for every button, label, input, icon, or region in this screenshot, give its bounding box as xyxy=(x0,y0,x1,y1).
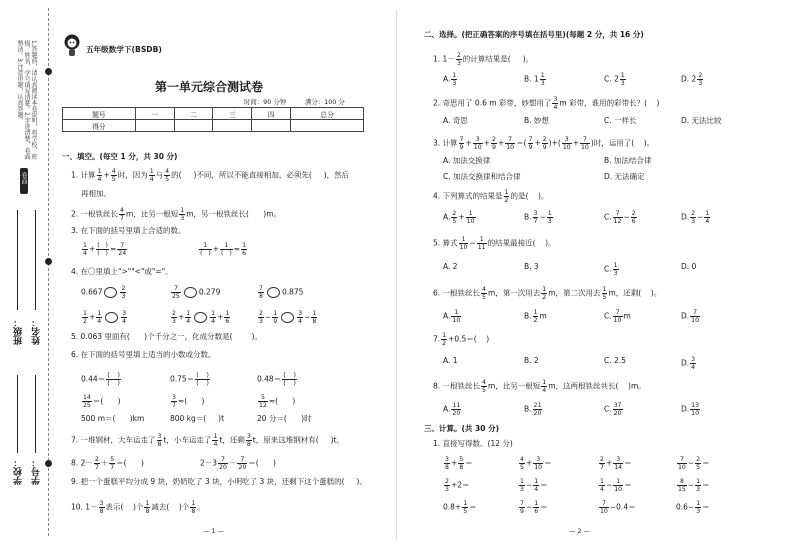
question-4-b: $\frac{7}{25}$ 0.279 xyxy=(172,285,221,300)
option[interactable]: B. $\frac{1}{2}$ m xyxy=(524,309,547,324)
binding-hole xyxy=(45,258,52,265)
calc-item: $\frac{4}{5}$ + $\frac{3}{10}$ ＝ xyxy=(520,456,552,471)
question-5: 5. 0.063 里面有( )个千分之一，化成分数是( )。 xyxy=(71,332,263,341)
school-field[interactable] xyxy=(17,375,18,453)
compare-circle xyxy=(281,312,294,323)
option[interactable]: C. 加法交换律和结合律 xyxy=(443,172,521,181)
question-6-b: 0.75＝ ( ) ( ) xyxy=(170,372,209,387)
option[interactable]: A. $\frac{2}{5}$ + $\frac{1}{10}$ xyxy=(443,210,475,225)
calc-item: $\frac{7}{10}$ −0.4＝ xyxy=(600,500,636,515)
student-no-field[interactable] xyxy=(35,375,36,453)
question-9: 9. 把一个蛋糕平均分成 9 块，奶奶吃了 3 块，小明吃了 3 块，还剩下这个蛋糕的( )。 xyxy=(71,477,367,486)
cut-line xyxy=(48,8,49,536)
option[interactable]: A. 2 xyxy=(443,262,458,271)
question-4-a: 0.667 $\frac{2}{3}$ xyxy=(81,285,126,300)
compare-circle xyxy=(184,287,197,298)
calc-item: $\frac{2}{7}$ + $\frac{3}{14}$ ＝ xyxy=(600,456,632,471)
calc-item: $\frac{7}{9}$ − $\frac{1}{6}$ ＝ xyxy=(520,500,548,515)
score-cell: 三 xyxy=(213,108,252,120)
question-1: 1. 计算 $\frac{1}{4}$ + $\frac{4}{5}$ 时，因为 $\frac{1}{4}$ 与 $\frac{4}{5}$ 的( )不同，所以不能直接相加，必须先( )，然后 xyxy=(71,168,350,183)
question-6-f: $\frac{5}{12}$ ≈( ) xyxy=(259,394,296,409)
calc-item: $\frac{7}{10}$ − $\frac{2}{5}$ ＝ xyxy=(678,456,710,471)
question-1-cont: 再相加。 xyxy=(81,189,111,198)
page-title: 第一单元综合测试卷 xyxy=(155,80,264,94)
section-1-heading: 一、填空。(每空 1 分，共 30 分) xyxy=(62,152,178,161)
question-7: 7. 一堆钢材，大车运走了 $\frac{3}{8}$ t，小车运走了 $\frac{1}{4}$ t，还剩 $\frac{3}{8}$ t，原来这堆钢材有( )t。 xyxy=(71,433,344,448)
option[interactable]: A. $\frac{11}{20}$ xyxy=(443,402,461,417)
option[interactable]: D. $\frac{7}{10}$ xyxy=(681,309,700,324)
score-cell: 得分 xyxy=(63,120,136,132)
question-4: 4. 在〇里填上">""<"或"="。 xyxy=(71,267,173,276)
p2-question-3: 3. 计算 $\frac{7}{9}$ + $\frac{3}{10}$ + $\frac{2}{9}$ + $\frac{7}{10}$ ＝( $\frac{7}{9}$ + $\frac{2}{9}$ )+( $\frac{3}{10}$ + $\frac{7}{10}$ )时，运用了( )。 xyxy=(433,136,655,151)
compare-circle xyxy=(104,287,117,298)
question-6-g: 500 m＝( )km xyxy=(81,414,145,423)
score-cell: 二 xyxy=(174,108,213,120)
calc-1-heading: 1. 直接写得数。(12 分) xyxy=(433,439,513,448)
p2-question-2: 2. 奇思用了 0.6 m 彩带，妙想用了 $\frac{3}{4}$ m 彩带，谁用的彩带长？( ) xyxy=(433,96,660,111)
question-4-c: $\frac{7}{8}$ 0.875 xyxy=(259,285,304,300)
option[interactable]: B. 加法结合律 xyxy=(604,156,652,165)
calc-item: $\frac{3}{8}$ + $\frac{5}{8}$ ＝ xyxy=(445,456,473,471)
p2-question-6: 6. 一根铁丝长 $\frac{4}{5}$ m，第一次用去 $\frac{1}{2}$ m，第二次用去 $\frac{1}{5}$ m，还剩( )。 xyxy=(433,286,662,301)
option[interactable]: D. 2 $\frac{2}{3}$ xyxy=(681,72,703,87)
section-3-heading: 三、计算。(共 30 分) xyxy=(424,424,500,433)
name-field[interactable] xyxy=(35,210,36,310)
option[interactable]: D. 0 xyxy=(681,262,697,271)
question-4-f: $\frac{2}{3}$ − $\frac{1}{9}$ $\frac{3}{4}$ − $\frac{1}{8}$ xyxy=(259,310,317,325)
option[interactable]: C. 一样长 xyxy=(604,116,637,125)
question-2: 2. 一根铁丝长 $\frac{4}{7}$ m，比另一根短 $\frac{1}{3}$ m，另一根铁丝长( )m。 xyxy=(71,207,282,222)
option[interactable]: A. 加法交换律 xyxy=(443,156,491,165)
option[interactable]: C. $\frac{7}{10}$ m xyxy=(604,309,631,324)
compare-circle xyxy=(105,312,118,323)
score-input[interactable] xyxy=(252,120,291,132)
question-4-e: $\frac{2}{3}$ + $\frac{1}{4}$ $\frac{1}{4}$ + $\frac{1}{6}$ xyxy=(172,310,230,325)
score-cell: 一 xyxy=(135,108,174,120)
name-label: 姓名： xyxy=(32,318,42,345)
question-8-a: 8. 2－ $\frac{2}{7}$ ＋ $\frac{5}{7}$ ＝( ) xyxy=(71,456,144,471)
option[interactable]: D. $\frac{13}{10}$ xyxy=(681,402,700,417)
option[interactable]: D. 无法确定 xyxy=(604,172,645,181)
page-divider xyxy=(396,10,397,540)
p2-question-8: 8. 一根铁丝长 $\frac{4}{5}$ m，比另一根短 $\frac{1}{4}$ m，这两根铁丝共长( )m。 xyxy=(433,379,646,394)
binding-hole xyxy=(45,460,52,467)
score-input[interactable] xyxy=(291,120,364,132)
binding-badge: 卷面 xyxy=(20,168,28,194)
option[interactable]: B. 3 xyxy=(524,262,539,271)
page-number-1: — 1 — xyxy=(203,527,224,535)
question-6-h: 800 kg＝( )t xyxy=(170,414,225,423)
score-input[interactable] xyxy=(174,120,213,132)
option[interactable]: B. 2 xyxy=(524,356,539,365)
calc-item: $\frac{8}{15}$ − $\frac{1}{3}$ ＝ xyxy=(678,478,710,493)
option[interactable]: C. $\frac{37}{20}$ xyxy=(604,402,622,417)
score-value-row xyxy=(63,120,364,132)
series-label: 五年级数学下(BSDB) xyxy=(86,45,162,54)
question-6-d: $\frac{14}{25}$ ＝( ) xyxy=(83,394,121,409)
question-8-b: 2－3 $\frac{7}{20}$ － $\frac{7}{20}$ ＝( ) xyxy=(200,456,276,471)
option[interactable]: C. 2.5 xyxy=(604,356,626,365)
score-input[interactable] xyxy=(213,120,252,132)
calc-item: 0.8+ $\frac{1}{5}$ ＝ xyxy=(443,500,477,515)
binding-hole xyxy=(45,68,52,75)
score-cell: 四 xyxy=(252,108,291,120)
question-3-eq-1: $\frac{1}{4}$ + ( ) ( ) = $\frac{7}{24}$ xyxy=(83,242,127,257)
question-3-eq-2: 1 ( ) + 1 ( ) = $\frac{1}{6}$ xyxy=(200,242,246,257)
section-2-heading: 二、选择。(把正确答案的序号填在括号里)(每题 2 分，共 16 分) xyxy=(424,30,644,39)
option[interactable]: C. $\frac{7}{12}$ − $\frac{2}{6}$ xyxy=(604,210,636,225)
option[interactable]: B. 妙想 xyxy=(524,116,549,125)
compare-circle xyxy=(267,287,280,298)
compare-circle xyxy=(194,312,207,323)
page-number-2: — 2 — xyxy=(569,527,590,535)
binding-notes: 1.答题前，请认真阅读本卷说明，将学校、班级、姓名、学号填写清楚。2.字迹清楚，卷面整洁。3.注意审题，认真答题。 xyxy=(16,40,37,160)
question-6: 6. 在下面的括号里填上适当的小数或分数。 xyxy=(71,350,216,359)
question-3: 3. 在下面的括号里填上合适的数。 xyxy=(71,226,186,235)
score-cell: 题号 xyxy=(63,108,136,120)
class-field[interactable] xyxy=(17,210,18,310)
option[interactable]: D. $\frac{2}{3}$ − $\frac{1}{4}$ xyxy=(681,210,710,225)
class-label: 班级： xyxy=(14,318,24,345)
full-mark-label: 满分：100 分 xyxy=(305,98,345,106)
question-6-a: 0.44＝ ( ) ( ) xyxy=(81,372,120,387)
option[interactable]: A. 奇思 xyxy=(443,116,468,125)
p2-question-1: 1. 1－ $\frac{2}{3}$ 的计算结果是( )。 xyxy=(433,52,534,67)
p2-question-7: 7. $\frac{1}{2}$ +0.5＝( ) xyxy=(433,332,490,347)
calc-item: 0.6− $\frac{1}{3}$ ＝ xyxy=(676,500,710,515)
question-6-i: 20 分＝( )时 xyxy=(257,414,312,423)
option[interactable]: A. 1 xyxy=(443,356,458,365)
option[interactable]: B. 1 $\frac{1}{3}$ xyxy=(524,72,545,87)
score-cell: 总分 xyxy=(291,108,364,120)
question-6-c: 0.48＝ ( ) ( ) xyxy=(257,372,296,387)
p2-question-4: 4. 下列算式的结果是 $\frac{1}{2}$ 的是( )。 xyxy=(433,189,549,204)
question-4-d: $\frac{1}{2}$ + $\frac{1}{4}$ $\frac{3}{4}$ xyxy=(83,310,127,325)
calc-item: $\frac{1}{3}$ − $\frac{1}{4}$ ＝ xyxy=(520,478,548,493)
student-no-label: 学号： xyxy=(32,458,42,485)
option[interactable]: C. 2 $\frac{1}{3}$ xyxy=(604,72,625,87)
calc-item: $\frac{2}{3}$ +2＝ xyxy=(445,478,470,493)
score-table xyxy=(62,107,364,132)
mascot-icon xyxy=(63,33,81,57)
question-10: 10. 1－ $\frac{3}{8}$ 表示( )个 $\frac{1}{8}$ 减去( )个 $\frac{1}{8}$ 。 xyxy=(71,500,205,515)
option[interactable]: A. $\frac{1}{3}$ xyxy=(443,72,457,87)
score-input[interactable] xyxy=(135,120,174,132)
option[interactable]: D. 无法比较 xyxy=(681,116,722,125)
time-label: 时间：90 分钟 xyxy=(244,98,287,106)
option[interactable]: A. $\frac{1}{10}$ xyxy=(443,309,461,324)
school-label: 学校： xyxy=(14,458,24,485)
option[interactable]: B. $\frac{3}{7}$ − $\frac{1}{3}$ xyxy=(524,210,552,225)
calc-item: $\frac{1}{4}$ − $\frac{1}{10}$ ＝ xyxy=(600,478,632,493)
question-6-e: $\frac{3}{7}$ ≈( ) xyxy=(172,394,205,409)
option[interactable]: B. $\frac{21}{20}$ xyxy=(524,402,542,417)
score-header-row xyxy=(63,108,364,120)
p2-question-5: 5. 算式 $\frac{1}{10}$ − $\frac{1}{11}$ 的结果最接近( )。 xyxy=(433,236,556,251)
option[interactable]: C. $\frac{1}{3}$ xyxy=(604,262,618,277)
option[interactable]: D. $\frac{3}{4}$ xyxy=(681,356,696,371)
binding-strip xyxy=(0,0,50,550)
